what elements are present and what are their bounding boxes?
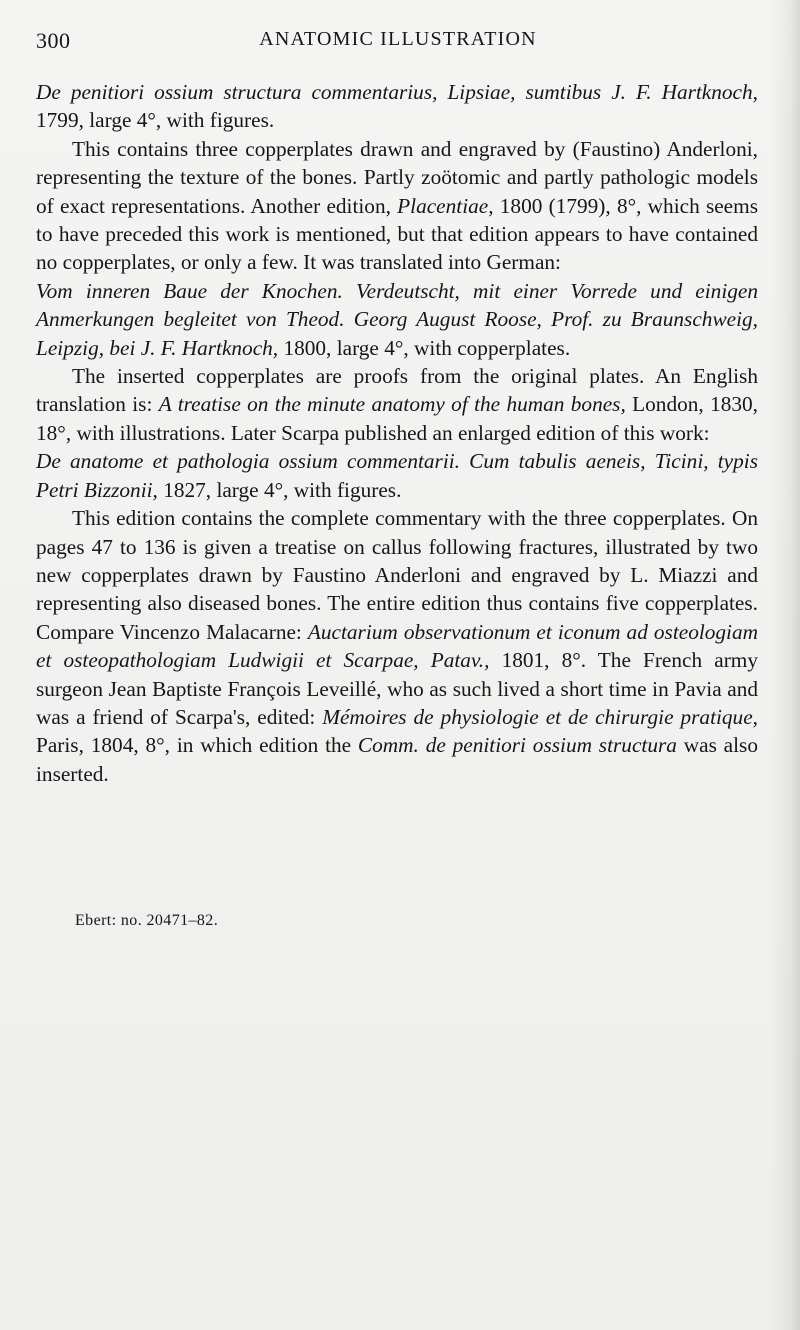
italic-run: Mémoires de physiologie et de chirurgie pratique, (322, 704, 758, 729)
bibliographic-entry (36, 78, 758, 135)
text-run: 1827, large 4°, with figures. (157, 477, 402, 502)
body-paragraph (36, 504, 758, 788)
text-run: was also inserted. (36, 733, 758, 786)
text-run: 1800, large 4°, with copperplates. (278, 335, 571, 360)
running-head: ANATOMIC ILLUSTRATION (259, 28, 537, 50)
bibliographic-entry (36, 277, 758, 362)
text-run: London, 1830, 18°, with illustrations. Later Scarpa published an enlarged edition of this work: (36, 392, 758, 445)
body-paragraph (36, 135, 758, 277)
text-run: The inserted copperplates are proofs from the original plates. An English translation is: (36, 364, 758, 417)
reference-note: Ebert: no. 20471–82. (75, 912, 219, 929)
body-paragraph (36, 362, 758, 447)
text-run: Paris, 1804, 8°, in which edition the (36, 733, 358, 758)
italic-run: Auctarium observationum et iconum ad osteologiam et osteopathologiam Ludwigii et Scarpae, Patav., (36, 619, 758, 673)
bibliographic-entry (36, 447, 758, 504)
body-text (36, 78, 758, 788)
italic-run: De penitiori ossium structura commentarius, Lipsiae, sumtibus J. F. Hartknoch, (36, 80, 758, 104)
text-run: This contains three copperplates drawn and engraved by (Faustino) Anderloni, representing the texture of the bones. Partly zoötomic and partly pathologic models of exact representations. Another edition, (36, 136, 758, 218)
text-run: 1801, 8°. The French army surgeon Jean Baptiste François Leveillé, who as such lived a short time in Pavia and was a friend of Scarpa's, edited: (36, 648, 758, 729)
page-number: 300 (36, 28, 71, 53)
italic-run: Vom inneren Baue der Knochen. Verdeutscht, mit einer Vorrede und einigen Anmerkungen begleitet von Theod. Georg August Roose, Prof. zu Braunschweig, Leipzig, bei J. F. Hartknoch, (36, 278, 758, 360)
text-run: 1800 (1799), 8°, which seems to have preceded this work is mentioned, but that edition appears to have contained no copperplates, or only a few. It was translated into German: (36, 193, 758, 275)
italic-run: A treatise on the minute anatomy of the human bones, (158, 392, 626, 417)
text-run: This edition contains the complete commentary with the three copperplates. On pages 47 to 136 is given a treatise on callus following fractures, illustrated by two new copperplates drawn by Faustino Anderloni and engraved by L. Miazzi and representing also diseased bones. The entire edition thus contains five copperplates. Compare Vincenzo Malacarne: (36, 506, 758, 644)
italic-run: Comm. de penitiori ossium structura (357, 733, 677, 758)
page-header (36, 26, 760, 54)
italic-run: De anatome et pathologia ossium commentarii. Cum tabulis aeneis, Ticini, typis Petri Bizzonii, (36, 449, 758, 502)
italic-run: Placentiae, (397, 193, 494, 218)
text-run: 1799, large 4°, with figures. (36, 108, 275, 133)
